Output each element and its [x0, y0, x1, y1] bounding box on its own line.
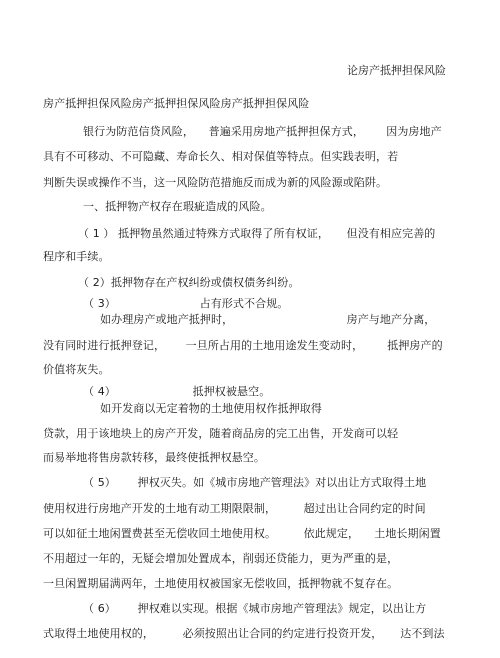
text-segment: 程序和手续。	[43, 250, 110, 263]
text-segment: 一旦闲置期届满两年，土地使用权被国家无偿收回，抵押物就不复存在。	[43, 577, 399, 590]
text-line	[43, 527, 441, 541]
text-segment: 一旦所占用的土地用途发生变动时，	[185, 339, 364, 352]
text-segment: 但没有相应完善的	[346, 227, 436, 240]
text-segment: 普遍采用房地产抵押担保方式，	[208, 125, 365, 138]
text-segment: （ 2）抵押物存在产权纠纷或债权债务纠纷。	[78, 276, 300, 289]
text-line	[100, 402, 322, 416]
text-segment: 如开发商以无定着物的土地使用权作抵押取得	[100, 402, 322, 415]
text-segment: （ 5）	[83, 476, 116, 489]
text-line	[43, 552, 398, 566]
text-segment: （ 1 ） 抵押物虽然通过特殊方式取得了所有权证，	[78, 227, 329, 240]
text-line	[78, 227, 435, 241]
text-segment: 使用权进行房地产开发的土地有动工期限限制，	[43, 502, 277, 515]
text-segment: 一、抵押物产权存在瑕疵造成的风险。	[83, 200, 272, 213]
text-line	[43, 427, 398, 441]
text-line	[100, 313, 435, 327]
text-segment: 押权灭失。如《城市房地产管理法》对以出让方式取得土地	[137, 476, 427, 489]
text-line	[83, 385, 270, 399]
text-segment: （ 3）	[83, 297, 116, 310]
text-segment: 没有同时进行抵押登记，	[43, 339, 166, 352]
text-segment: 因为房地产	[386, 125, 442, 138]
text-line	[83, 297, 288, 311]
text-segment: 房产与地产分离，	[346, 313, 436, 326]
text-segment: 押权难以实现。根据《城市房地产管理法》规定，以出让方	[137, 602, 427, 615]
text-line	[43, 577, 398, 591]
text-segment: 价值将灰失。	[43, 363, 110, 376]
text-segment: （ 4）	[83, 385, 116, 398]
text-segment: 判断失误或操作不当，这一风险防范措施反而成为新的风险源或陷阱。	[43, 176, 388, 189]
text-line	[78, 276, 300, 290]
text-segment: 如办理房产或地产抵押时，	[100, 313, 234, 326]
text-segment: 依此规定，	[303, 527, 360, 540]
text-line	[43, 627, 445, 641]
text-segment: 银行为防范信贷风险，	[83, 125, 194, 138]
text-line	[83, 476, 426, 490]
document-title: 论房产抵押担保风险	[347, 64, 446, 77]
text-line	[43, 339, 443, 353]
text-segment: 式取得土地使用权的，	[43, 627, 154, 640]
text-segment: 不用超过一年的，无疑会增加处置成本，削弱还贷能力，更为严重的是，	[43, 552, 399, 565]
text-segment: 而易举地将售房款转移，最终使抵押权悬空。	[43, 451, 265, 464]
text-line	[43, 363, 110, 377]
text-segment: 具有不可移动、不可隐藏、寿命长久、相对保值等特点。但实践表明，若	[43, 150, 399, 163]
text-segment: 可以如征土地闲置费甚至无偿收回土地使用权。	[43, 527, 277, 540]
text-line	[43, 502, 426, 516]
text-line	[83, 602, 426, 616]
text-line	[43, 250, 110, 264]
text-line	[43, 97, 309, 111]
text-segment: 达不到法	[400, 627, 445, 640]
text-segment: 房产抵押担保风险房产抵押担保风险房产抵押担保风险	[43, 97, 310, 110]
text-line	[43, 176, 387, 190]
text-segment: 抵押房产的	[387, 339, 443, 352]
text-line	[83, 200, 272, 214]
text-line	[43, 150, 398, 164]
text-segment: （ 6）	[83, 602, 116, 615]
text-line	[43, 451, 265, 465]
text-line	[83, 125, 442, 139]
text-segment: 土地长期闲置	[374, 527, 441, 540]
text-segment: 必须按照出让合同的约定进行投资开发，	[182, 627, 383, 640]
text-segment: 超过出让合同约定的时间	[303, 502, 426, 515]
text-segment: 占有形式不合规。	[199, 297, 289, 310]
text-segment: 抵押权被悬空。	[192, 385, 271, 398]
text-segment: 贷款，用于该地块上的房产开发，随着商品房的完工出售，开发商可以轻	[43, 427, 399, 440]
